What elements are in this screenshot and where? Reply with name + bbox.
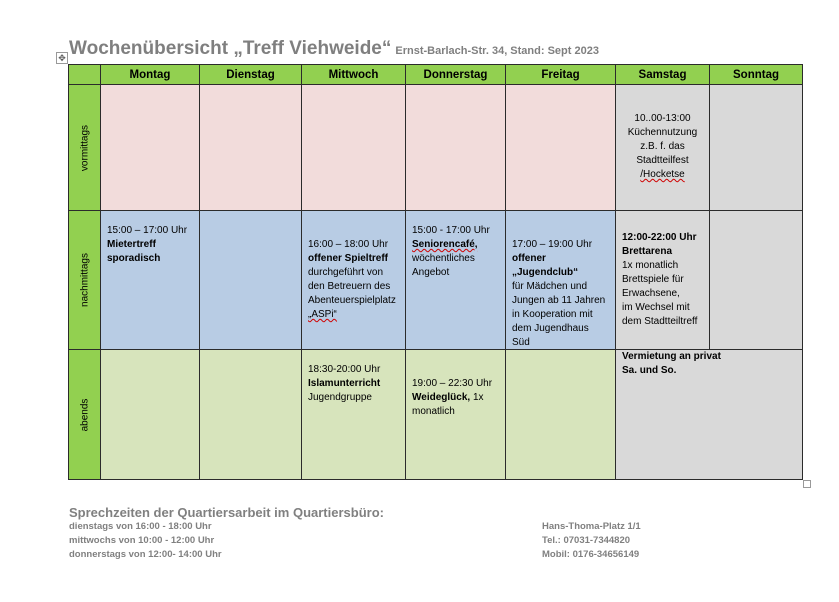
cell-mittwoch-nachmittags: 16:00 – 18:00 Uhr offener Spieltreff durchgeführt von den Betreuern des Abenteuerspielplatz „ASPi“	[301, 210, 406, 350]
cell-mittwoch-vormittags	[301, 84, 406, 211]
period-label-nachmittags: nachmittags	[68, 210, 101, 350]
cell-mittwoch-abends: 18:30-20:00 Uhr Islamunterricht Jugendgruppe	[301, 349, 406, 480]
day-header-samstag: Samstag	[615, 64, 710, 85]
table-resize-handle[interactable]	[803, 480, 811, 488]
day-header-dienstag: Dienstag	[199, 64, 302, 85]
title-subtitle: Ernst-Barlach-Str. 34, Stand: Sept 2023	[395, 45, 599, 57]
cell-samstag-nachmittags: 12:00-22:00 Uhr Brettarena 1x monatlich Brettspiele für Erwachsene, im Wechsel mit dem Stadtteiltreff	[615, 210, 710, 350]
office-hours-line: mittwochs von 10:00 - 12:00 Uhr	[69, 535, 215, 546]
title-main: Wochenübersicht „Treff Viehweide“	[69, 38, 392, 59]
period-label-vormittags: vormittags	[68, 84, 101, 211]
office-hours-title: Sprechzeiten der Quartiersarbeit im Quartiersbüro:	[69, 505, 384, 520]
period-label-abends: abends	[68, 349, 101, 480]
cell-dienstag-vormittags	[199, 84, 302, 211]
table-move-handle-icon[interactable]: ✥	[56, 52, 68, 64]
day-header-montag: Montag	[100, 64, 200, 85]
office-hours-line: dienstags von 16:00 - 18:00 Uhr	[69, 521, 212, 532]
cell-freitag-abends	[505, 349, 616, 480]
cell-donnerstag-nachmittags: 15:00 - 17:00 Uhr Seniorencafé, wöchentliches Angebot	[405, 210, 506, 350]
cell-dienstag-abends	[199, 349, 302, 480]
cell-wochenende-abends: Vermietung an privat Sa. und So.	[615, 349, 803, 480]
contact-address: Hans-Thoma-Platz 1/1	[542, 521, 641, 532]
cell-freitag-nachmittags: 17:00 – 19:00 Uhr offener „Jugendclub“ für Mädchen und Jungen ab 11 Jahren in Kooperation mit dem Jugendhaus Süd	[505, 210, 616, 350]
day-header-mittwoch: Mittwoch	[301, 64, 406, 85]
cell-montag-nachmittags: 15:00 – 17:00 Uhr Mietertreff sporadisch	[100, 210, 200, 350]
cell-donnerstag-abends: 19:00 – 22:30 Uhr Weideglück, 1x monatlich	[405, 349, 506, 480]
day-header-freitag: Freitag	[505, 64, 616, 85]
day-header-sonntag: Sonntag	[709, 64, 803, 85]
cell-freitag-vormittags	[505, 84, 616, 211]
cell-sonntag-nachmittags	[709, 210, 803, 350]
office-hours-line: donnerstags von 12:00- 14:00 Uhr	[69, 549, 222, 560]
corner-cell	[68, 64, 101, 85]
page-title	[69, 38, 599, 60]
cell-montag-abends	[100, 349, 200, 480]
contact-mobile: Mobil: 0176-34656149	[542, 549, 640, 560]
contact-phone: Tel.: 07031-7344820	[542, 535, 631, 546]
cell-samstag-vormittags: 10..00-13:00 Küchennutzung z.B. f. das Stadtteilfest /Hocketse	[615, 84, 710, 211]
cell-dienstag-nachmittags	[199, 210, 302, 350]
day-header-donnerstag: Donnerstag	[405, 64, 506, 85]
cell-donnerstag-vormittags	[405, 84, 506, 211]
cell-montag-vormittags	[100, 84, 200, 211]
cell-sonntag-vormittags	[709, 84, 803, 211]
